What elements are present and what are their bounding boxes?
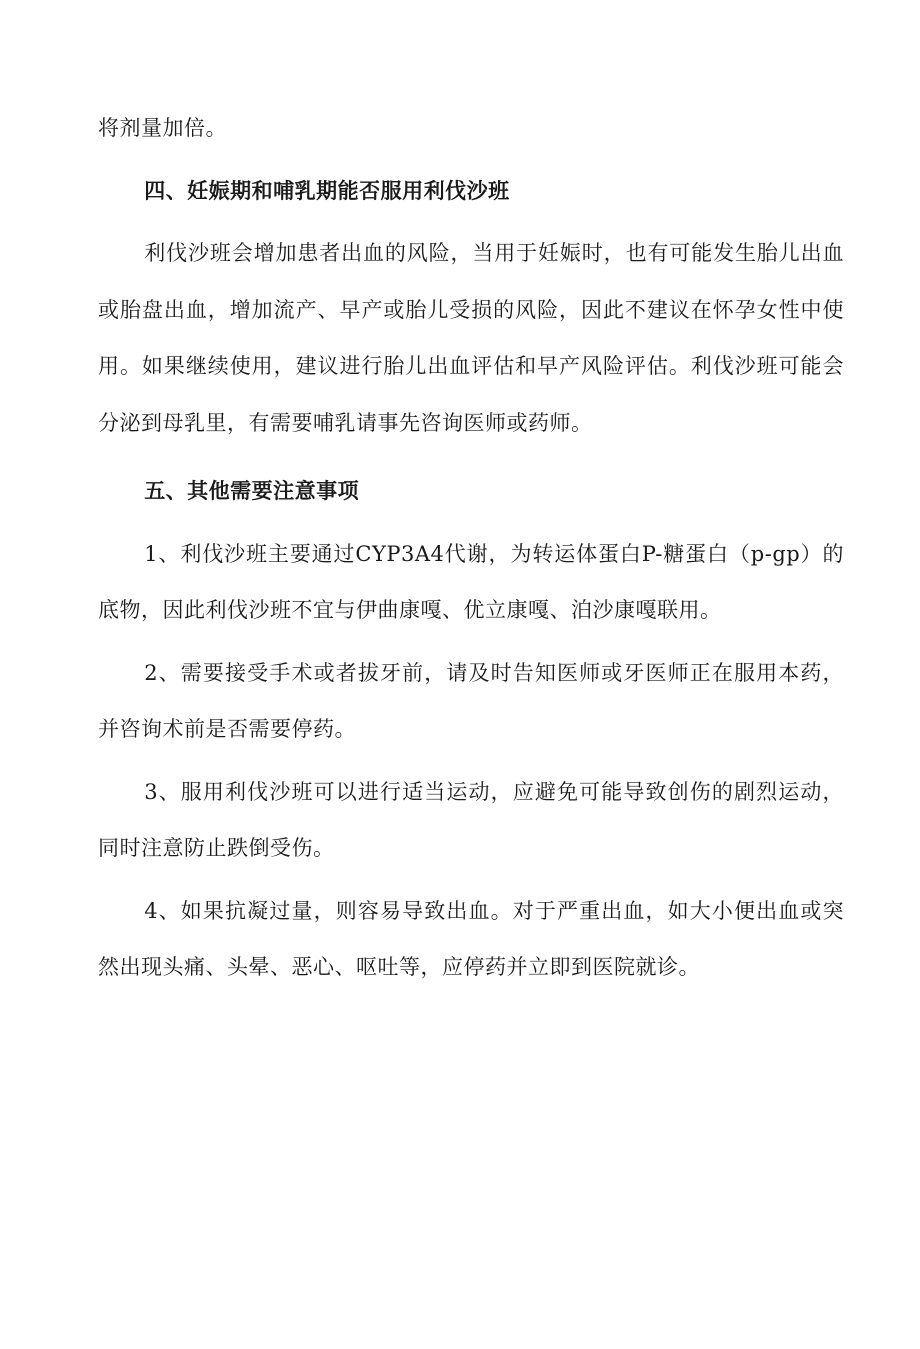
- document-content: [98, 100, 844, 996]
- section-5-item-3: 3、服用利伐沙班可以进行适当运动，应避免可能导致创伤的剧烈运动，同时注意防止跌倒受伤。: [98, 779, 844, 860]
- section-5-heading: 五、其他需要注意事项: [144, 479, 360, 503]
- section-5-item-2: 2、需要接受手术或者拔牙前，请及时告知医师或牙医师正在服用本药，并咨询术前是否需要停药。: [98, 660, 844, 741]
- section-4-heading: 四、妊娠期和哺乳期能否服用利伐沙班: [144, 178, 510, 203]
- section-5-item-4: 4、如果抗凝过量，则容易导致出血。对于严重出血，如大小便出血或突然出现头痛、头晕、恶心、呕吐等，应停药并立即到医院就诊。: [98, 898, 844, 979]
- section-4-body: 利伐沙班会增加患者出血的风险，当用于妊娠时，也有可能发生胎儿出血或胎盘出血，增加流产、早产或胎儿受损的风险，因此不建议在怀孕女性中使用。如果继续使用，建议进行胎儿出血评估和早产风险评估。利伐沙班可能会分泌到母乳里，有需要哺乳请事先咨询医师或药师。: [98, 241, 844, 435]
- continued-paragraph: 将剂量加倍。: [98, 116, 227, 140]
- section-5-item-1: 1、利伐沙班主要通过CYP3A4代谢，为转运体蛋白P-糖蛋白（p-gp）的底物，因此利伐沙班不宜与伊曲康嘎、优立康嘎、泊沙康嘎联用。: [98, 541, 844, 622]
